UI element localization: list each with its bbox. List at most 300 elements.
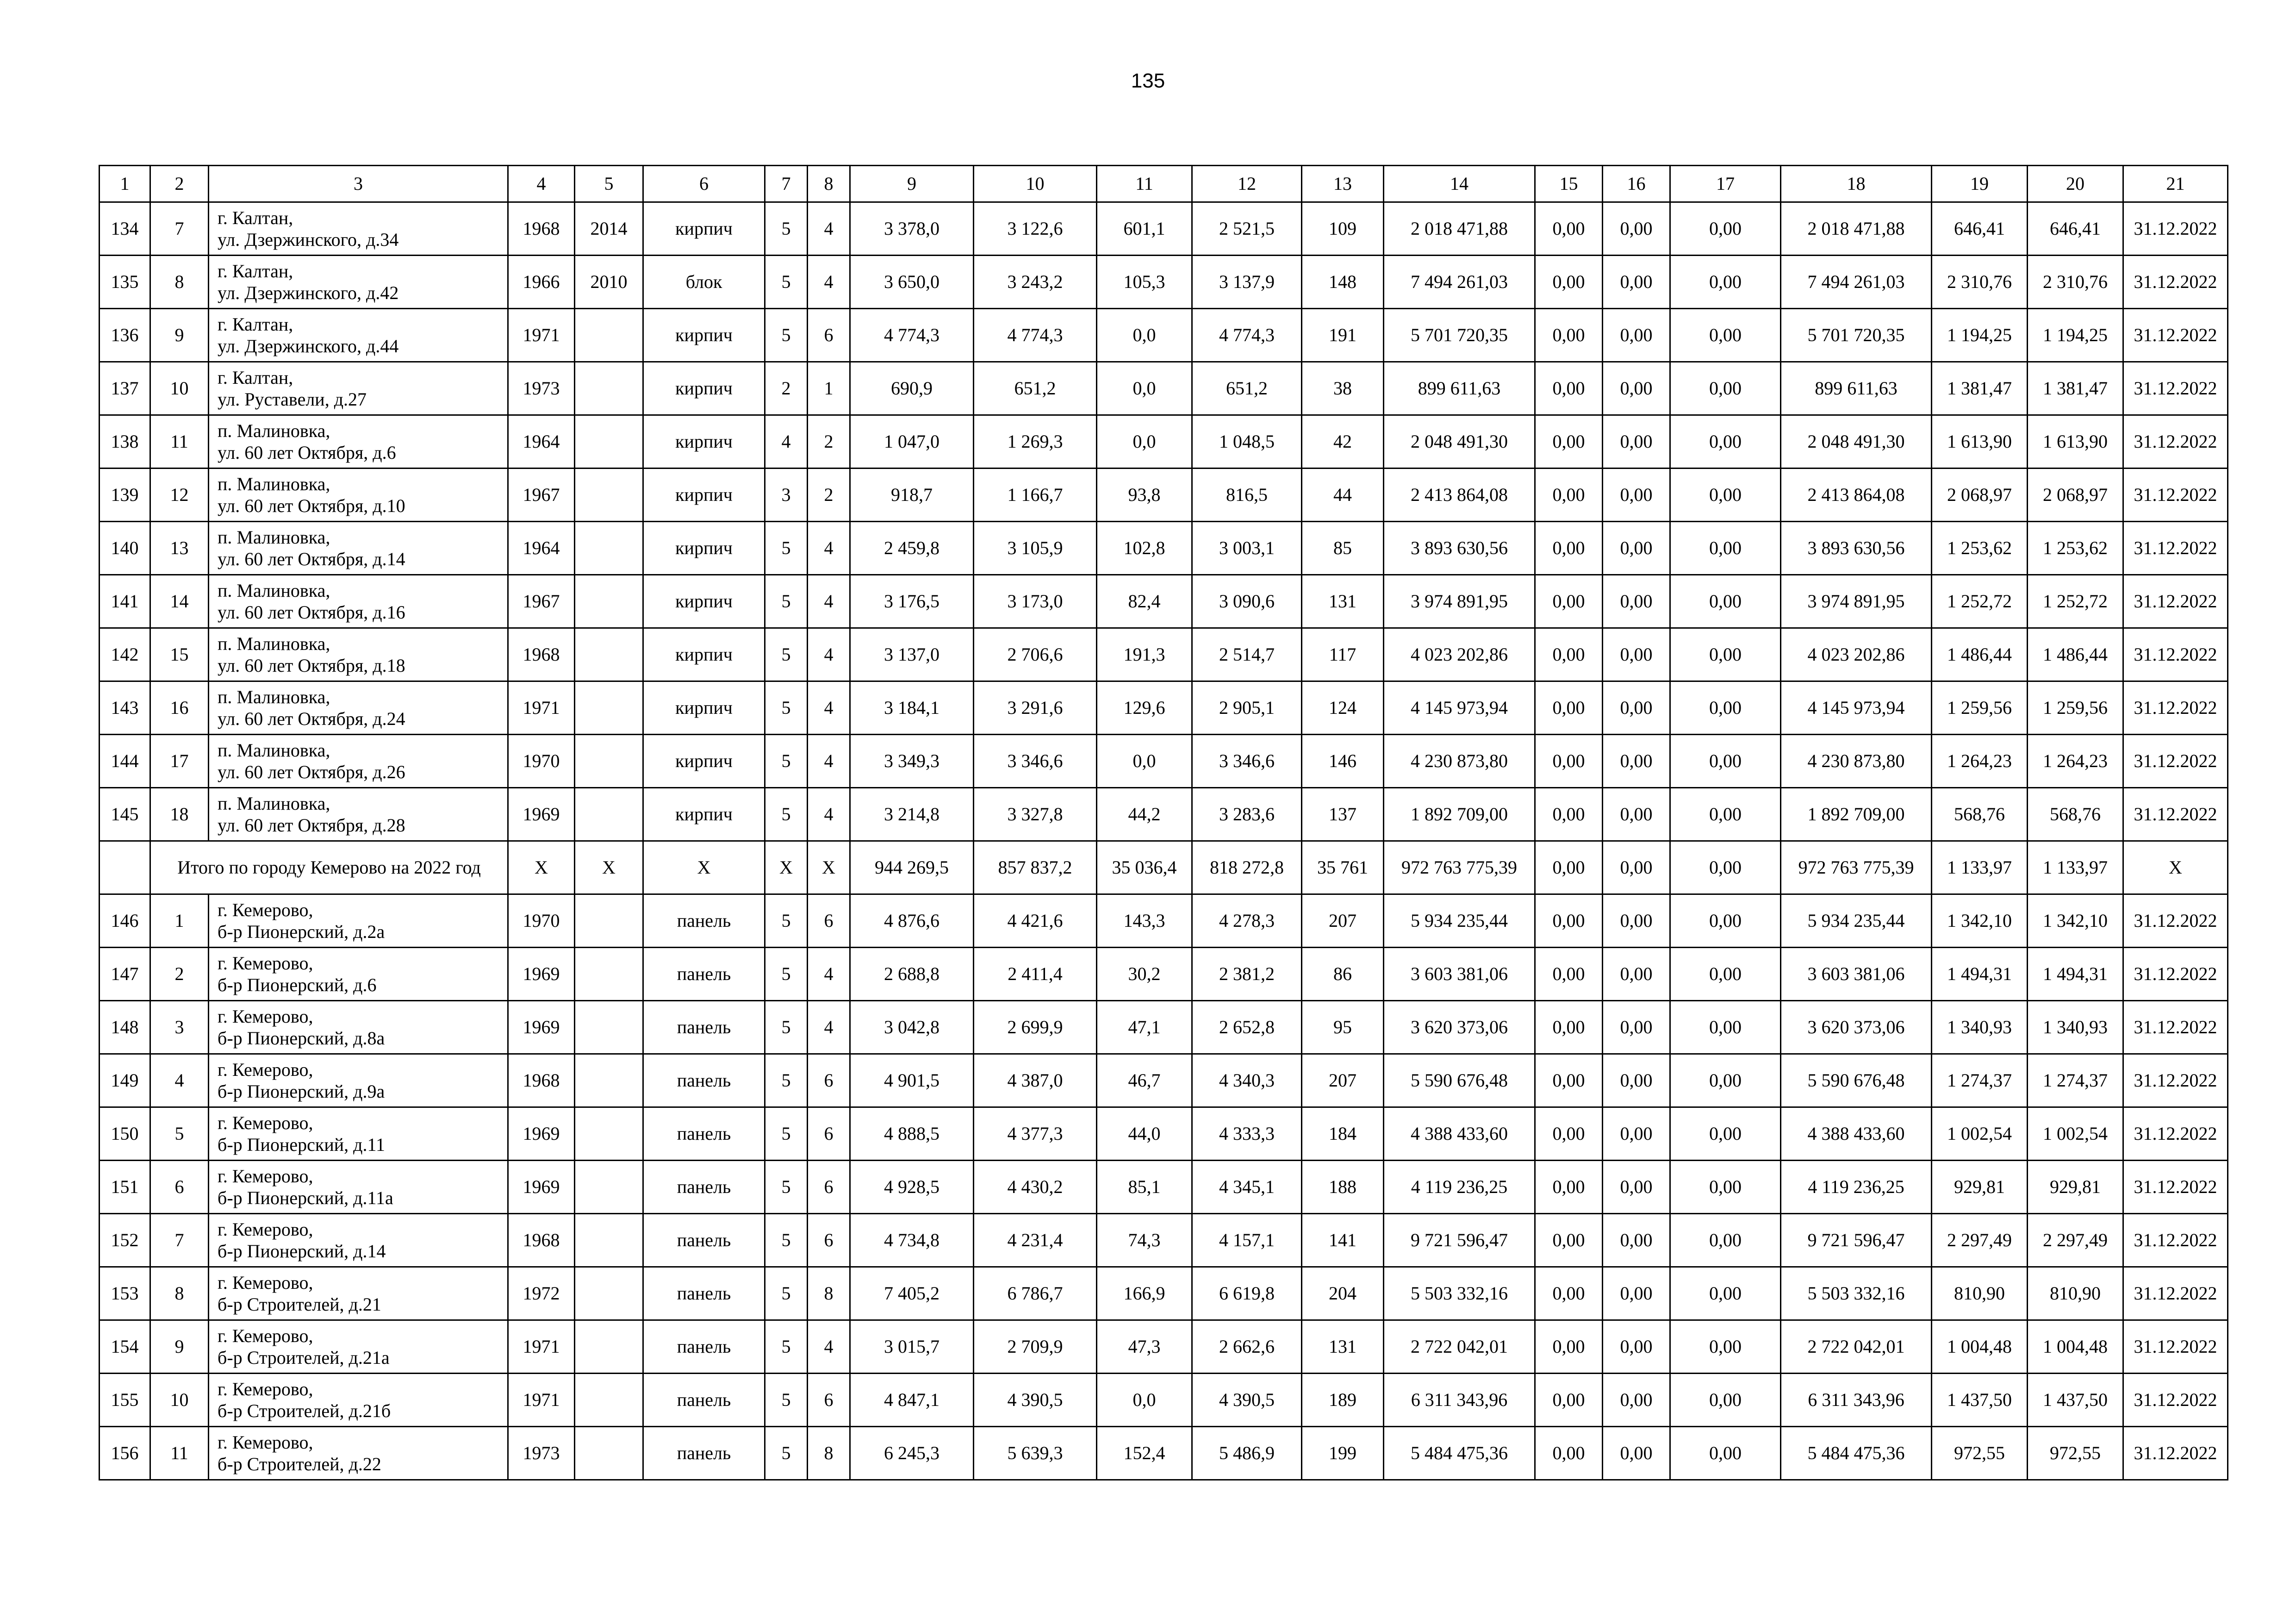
table-row [100,894,2228,948]
table-cell: 136 [100,309,150,362]
table-cell: панель [643,894,765,948]
table-cell: 1 381,47 [2028,362,2123,415]
table-cell: 3 137,0 [850,628,974,681]
table-cell: 5 [765,1214,808,1267]
table-cell: 3 176,5 [850,575,974,628]
total-cell: 35 761 [1302,841,1384,894]
table-cell: 1967 [508,575,575,628]
table-cell: 899 611,63 [1781,362,1932,415]
table-cell: кирпич [643,468,765,522]
table-cell: 14 [150,575,209,628]
table-cell: 0,00 [1670,522,1781,575]
table-cell: 5 590 676,48 [1384,1054,1535,1107]
total-cell: 0,00 [1535,841,1603,894]
table-cell: 4 774,3 [850,309,974,362]
table-cell: 2 018 471,88 [1384,202,1535,256]
table-cell: панель [643,1320,765,1374]
table-cell: 31.12.2022 [2123,1320,2228,1374]
table-cell: 2010 [575,256,643,309]
total-cell: 972 763 775,39 [1384,841,1535,894]
table-cell: 3 603 381,06 [1781,948,1932,1001]
table-cell: блок [643,256,765,309]
table-cell [575,948,643,1001]
table-cell: 0,00 [1535,1001,1603,1054]
address-line: п. Малиновка, [218,633,330,654]
column-header: 14 [1384,166,1535,202]
table-cell: 651,2 [1192,362,1302,415]
table-cell: 0,00 [1670,309,1781,362]
table-cell: 4 [808,522,850,575]
table-cell: 1 613,90 [1932,415,2028,468]
table-cell: 0,0 [1097,309,1192,362]
table-cell: 2 905,1 [1192,681,1302,735]
table-cell: 4 901,5 [850,1054,974,1107]
table-cell: 6 [808,309,850,362]
table-cell: 3 974 891,95 [1781,575,1932,628]
table-cell: 4 421,6 [974,894,1097,948]
table-cell: 568,76 [2028,788,2123,841]
table-cell: 0,00 [1603,1161,1670,1214]
table-cell: 137 [1302,788,1384,841]
table-cell: 0,00 [1535,1267,1603,1320]
table-cell: 0,0 [1097,415,1192,468]
table-cell: 1 [808,362,850,415]
table-cell: 0,00 [1670,1214,1781,1267]
table-cell: 4 774,3 [1192,309,1302,362]
table-cell: 31.12.2022 [2123,1214,2228,1267]
table-cell: 5 484 475,36 [1781,1427,1932,1480]
table-cell: 6 245,3 [850,1427,974,1480]
table-cell: 8 [808,1267,850,1320]
table-cell: 3 893 630,56 [1384,522,1535,575]
table-cell: 3 184,1 [850,681,974,735]
table-cell [575,468,643,522]
table-cell: 4 023 202,86 [1384,628,1535,681]
table-cell: 4 734,8 [850,1214,974,1267]
total-cell: X [2123,841,2228,894]
table-cell: 1 437,50 [1932,1374,2028,1427]
table-cell: 0,00 [1535,894,1603,948]
table-cell: 3 015,7 [850,1320,974,1374]
address-line: г. Калтан, [218,260,293,281]
table-cell: 0,00 [1535,1161,1603,1214]
address-cell [209,1374,508,1427]
table-cell [575,309,643,362]
table-cell: 1 048,5 [1192,415,1302,468]
table-cell: 1969 [508,1107,575,1161]
table-row [100,1001,2228,1054]
table-cell: 4 119 236,25 [1781,1161,1932,1214]
address-line: б-р Строителей, д.21 [218,1294,381,1315]
table-row [100,1267,2228,1320]
table-cell: 191,3 [1097,628,1192,681]
table-cell: 2 514,7 [1192,628,1302,681]
table-cell: 1 166,7 [974,468,1097,522]
table-body [100,166,2228,1480]
table-cell: 0,00 [1535,948,1603,1001]
table-cell: 150 [100,1107,150,1161]
table-cell: 17 [150,735,209,788]
header-row [100,166,2228,202]
table-cell: 2 018 471,88 [1781,202,1932,256]
table-cell: 1964 [508,522,575,575]
table-cell: 135 [100,256,150,309]
table-cell: 7 494 261,03 [1384,256,1535,309]
table-cell: 1 494,31 [2028,948,2123,1001]
table-cell: 2 662,6 [1192,1320,1302,1374]
table-cell: 3 105,9 [974,522,1097,575]
address-line: г. Кемерово, [218,952,313,974]
table-cell: 109 [1302,202,1384,256]
table-cell: 5 [765,894,808,948]
total-cell: X [643,841,765,894]
column-header: 19 [1932,166,2028,202]
table-row [100,628,2228,681]
table-cell: 4 390,5 [1192,1374,1302,1427]
table-cell: 1968 [508,202,575,256]
table-cell: 129,6 [1097,681,1192,735]
table-cell: 16 [150,681,209,735]
column-header: 21 [2123,166,2228,202]
table-cell: кирпич [643,202,765,256]
table-cell: 5 [765,575,808,628]
address-line: ул. 60 лет Октября, д.14 [218,549,405,569]
column-header: 15 [1535,166,1603,202]
page-number: 135 [1131,69,1165,92]
column-header: 7 [765,166,808,202]
table-cell: 3 650,0 [850,256,974,309]
table-cell: 4 023 202,86 [1781,628,1932,681]
table-cell: 1 274,37 [2028,1054,2123,1107]
table-cell: 105,3 [1097,256,1192,309]
address-line: п. Малиновка, [218,739,330,761]
table-cell: 31.12.2022 [2123,415,2228,468]
table-cell: 9 [150,1320,209,1374]
table-cell: 31.12.2022 [2123,575,2228,628]
address-cell [209,256,508,309]
column-header: 18 [1781,166,1932,202]
table-cell: 102,8 [1097,522,1192,575]
table-cell: кирпич [643,788,765,841]
address-line: ул. 60 лет Октября, д.6 [218,442,396,463]
table-cell: 0,00 [1603,1107,1670,1161]
address-line: ул. 60 лет Октября, д.24 [218,708,405,729]
table-cell: 1970 [508,894,575,948]
table-row [100,1161,2228,1214]
table-cell: 0,00 [1670,1374,1781,1427]
table-cell: 1 253,62 [2028,522,2123,575]
total-cell: X [765,841,808,894]
table-cell: 2 310,76 [1932,256,2028,309]
table-cell: 5 [765,1427,808,1480]
table-cell: 5 590 676,48 [1781,1054,1932,1107]
table-cell: 6 619,8 [1192,1267,1302,1320]
table-cell: 5 484 475,36 [1384,1427,1535,1480]
table-row [100,309,2228,362]
column-header: 3 [209,166,508,202]
table-cell: 4 774,3 [974,309,1097,362]
total-cell: 35 036,4 [1097,841,1192,894]
table-cell: 1 486,44 [2028,628,2123,681]
table-cell: 0,00 [1535,522,1603,575]
table-cell: 646,41 [2028,202,2123,256]
table-cell: 4 333,3 [1192,1107,1302,1161]
table-cell: 156 [100,1427,150,1480]
table-cell: 0,00 [1535,1107,1603,1161]
table-cell [575,1427,643,1480]
table-cell: 1 269,3 [974,415,1097,468]
table-cell: 31.12.2022 [2123,894,2228,948]
table-cell: 651,2 [974,362,1097,415]
table-cell: 5 [765,948,808,1001]
table-cell: 5 701 720,35 [1384,309,1535,362]
total-cell: 1 133,97 [2028,841,2123,894]
table-cell: 1 002,54 [2028,1107,2123,1161]
table-cell: 1 340,93 [2028,1001,2123,1054]
table-cell: 2 297,49 [2028,1214,2123,1267]
table-cell: кирпич [643,735,765,788]
table-cell: 1 004,48 [2028,1320,2123,1374]
column-header: 2 [150,166,209,202]
table-cell: 0,00 [1670,1001,1781,1054]
address-line: г. Калтан, [218,367,293,388]
table-cell: 2 688,8 [850,948,974,1001]
table-cell: 1969 [508,788,575,841]
address-line: г. Кемерово, [218,1431,313,1453]
table-cell: 2 722 042,01 [1781,1320,1932,1374]
table-cell: 3 378,0 [850,202,974,256]
table-cell [575,894,643,948]
table-cell: кирпич [643,415,765,468]
table-row [100,575,2228,628]
table-cell [575,1107,643,1161]
table-cell: 5 [765,1001,808,1054]
table-cell: 154 [100,1320,150,1374]
table-cell: 0,00 [1535,468,1603,522]
table-cell: 1 340,93 [1932,1001,2028,1054]
table-cell: 10 [150,362,209,415]
table-cell: 6 [808,1374,850,1427]
address-line: п. Малиновка, [218,793,330,814]
total-cell: 1 133,97 [1932,841,2028,894]
table-cell: 2 652,8 [1192,1001,1302,1054]
table-cell: 0,00 [1603,628,1670,681]
table-cell: 152,4 [1097,1427,1192,1480]
table-cell: 18 [150,788,209,841]
table-cell: 2 048 491,30 [1384,415,1535,468]
column-header: 17 [1670,166,1781,202]
total-label: Итого по городу Кемерово на 2022 год [150,841,508,894]
table-cell: 1969 [508,1161,575,1214]
table-cell: 3 346,6 [974,735,1097,788]
address-cell [209,1267,508,1320]
table-cell: 74,3 [1097,1214,1192,1267]
table-cell: 0,00 [1670,468,1781,522]
table-cell: 6 [808,894,850,948]
table-cell: 144 [100,735,150,788]
table-cell: 0,00 [1603,256,1670,309]
table-cell: 2014 [575,202,643,256]
table-cell: 124 [1302,681,1384,735]
table-cell: 1971 [508,1374,575,1427]
table-cell: 1969 [508,948,575,1001]
table-cell: 1 613,90 [2028,415,2123,468]
table-cell: 3 620 373,06 [1781,1001,1932,1054]
table-row [100,256,2228,309]
table-cell: 0,00 [1535,681,1603,735]
table-cell: кирпич [643,362,765,415]
table-cell: 31.12.2022 [2123,1054,2228,1107]
table-cell: 31.12.2022 [2123,1374,2228,1427]
table-cell: 0,00 [1670,894,1781,948]
table-cell: 2 459,8 [850,522,974,575]
table-cell: 5 [765,1320,808,1374]
table-cell: 0,0 [1097,362,1192,415]
table-cell: 2 [808,468,850,522]
table-cell: 4 157,1 [1192,1214,1302,1267]
table-cell: 6 [808,1214,850,1267]
address-line: б-р Пионерский, д.14 [218,1241,386,1262]
table-row [100,788,2228,841]
table-cell: 4 847,1 [850,1374,974,1427]
table-cell: 2 413 864,08 [1384,468,1535,522]
table-cell: 1 259,56 [1932,681,2028,735]
table-row [100,415,2228,468]
total-cell: X [508,841,575,894]
table-cell: 8 [150,1267,209,1320]
table-cell: 141 [1302,1214,1384,1267]
table-cell: 3 122,6 [974,202,1097,256]
table-cell: 1 252,72 [1932,575,2028,628]
table-cell: панель [643,1214,765,1267]
table-cell: 4 387,0 [974,1054,1097,1107]
address-cell [209,362,508,415]
table-cell: 4 388 433,60 [1384,1107,1535,1161]
table-cell: 2 [765,362,808,415]
table-cell: 31.12.2022 [2123,1267,2228,1320]
table-cell: 6 311 343,96 [1384,1374,1535,1427]
table-cell: кирпич [643,681,765,735]
table-cell: 1 381,47 [1932,362,2028,415]
table-cell: 166,9 [1097,1267,1192,1320]
table-cell: 0,00 [1535,309,1603,362]
address-line: ул. Дзержинского, д.42 [218,282,399,303]
table-cell: 4 [808,202,850,256]
total-row [100,841,2228,894]
address-cell [209,522,508,575]
table-cell [575,522,643,575]
table-cell: 1971 [508,309,575,362]
table-cell: 0,00 [1603,1214,1670,1267]
table-cell: 31.12.2022 [2123,202,2228,256]
address-cell [209,894,508,948]
table-cell [575,681,643,735]
table-cell: кирпич [643,309,765,362]
table-cell: 85,1 [1097,1161,1192,1214]
table-cell: 5 [765,1054,808,1107]
table-cell: 6 [808,1107,850,1161]
table-cell: 8 [808,1427,850,1480]
table-cell: 0,00 [1603,202,1670,256]
register-table [99,165,2228,1480]
address-line: г. Калтан, [218,313,293,335]
table-cell [575,628,643,681]
table-cell: 5 [765,1374,808,1427]
table-cell: 1 264,23 [2028,735,2123,788]
table-cell: панель [643,1054,765,1107]
table-cell: 3 283,6 [1192,788,1302,841]
table-cell: 0,00 [1535,1054,1603,1107]
table-cell: 147 [100,948,150,1001]
table-cell: 0,00 [1535,415,1603,468]
table-cell: 6 786,7 [974,1267,1097,1320]
table-cell: 0,00 [1535,1374,1603,1427]
table-cell: 1971 [508,1320,575,1374]
column-header: 11 [1097,166,1192,202]
address-cell [209,1054,508,1107]
table-cell: 148 [1302,256,1384,309]
table-cell: 152 [100,1214,150,1267]
address-line: г. Кемерово, [218,1006,313,1027]
table-cell: 929,81 [2028,1161,2123,1214]
table-cell: 5 [765,1267,808,1320]
address-cell [209,415,508,468]
table-cell: 6 [808,1054,850,1107]
table-cell: 4 [808,1320,850,1374]
table-cell: 31.12.2022 [2123,1161,2228,1214]
address-line: б-р Пионерский, д.6 [218,974,377,995]
table-cell: 0,00 [1670,1267,1781,1320]
table-cell: 5 486,9 [1192,1427,1302,1480]
table-cell: 0,00 [1603,522,1670,575]
table-cell: 0,00 [1603,788,1670,841]
table-cell: 0,00 [1603,948,1670,1001]
table-cell: 1 253,62 [1932,522,2028,575]
table-cell: 207 [1302,894,1384,948]
table-cell: 0,00 [1670,1427,1781,1480]
column-header: 8 [808,166,850,202]
table-cell: 31.12.2022 [2123,681,2228,735]
table-cell: 148 [100,1001,150,1054]
table-cell: 1968 [508,1054,575,1107]
table-cell: 5 [765,1161,808,1214]
table-cell: 31.12.2022 [2123,1001,2228,1054]
table-cell: 4 340,3 [1192,1054,1302,1107]
table-cell: 2 699,9 [974,1001,1097,1054]
table-cell: 47,1 [1097,1001,1192,1054]
table-cell: 11 [150,1427,209,1480]
table-cell: 142 [100,628,150,681]
table-cell: 0,00 [1535,628,1603,681]
table-cell: панель [643,1161,765,1214]
table-cell: 4 [808,681,850,735]
table-cell: 2 [808,415,850,468]
table-cell: 4 [808,735,850,788]
table-cell: 5 [765,256,808,309]
table-cell: 1 892 709,00 [1384,788,1535,841]
table-cell: 0,0 [1097,1374,1192,1427]
table-cell: 4 [808,1001,850,1054]
address-cell [209,202,508,256]
table-cell: 4 119 236,25 [1384,1161,1535,1214]
table-cell: 0,00 [1603,1374,1670,1427]
table-cell: 1 342,10 [2028,894,2123,948]
table-cell: 0,00 [1535,256,1603,309]
total-cell: 857 837,2 [974,841,1097,894]
table-cell: 3 243,2 [974,256,1097,309]
table-cell: 184 [1302,1107,1384,1161]
table-cell: 30,2 [1097,948,1192,1001]
